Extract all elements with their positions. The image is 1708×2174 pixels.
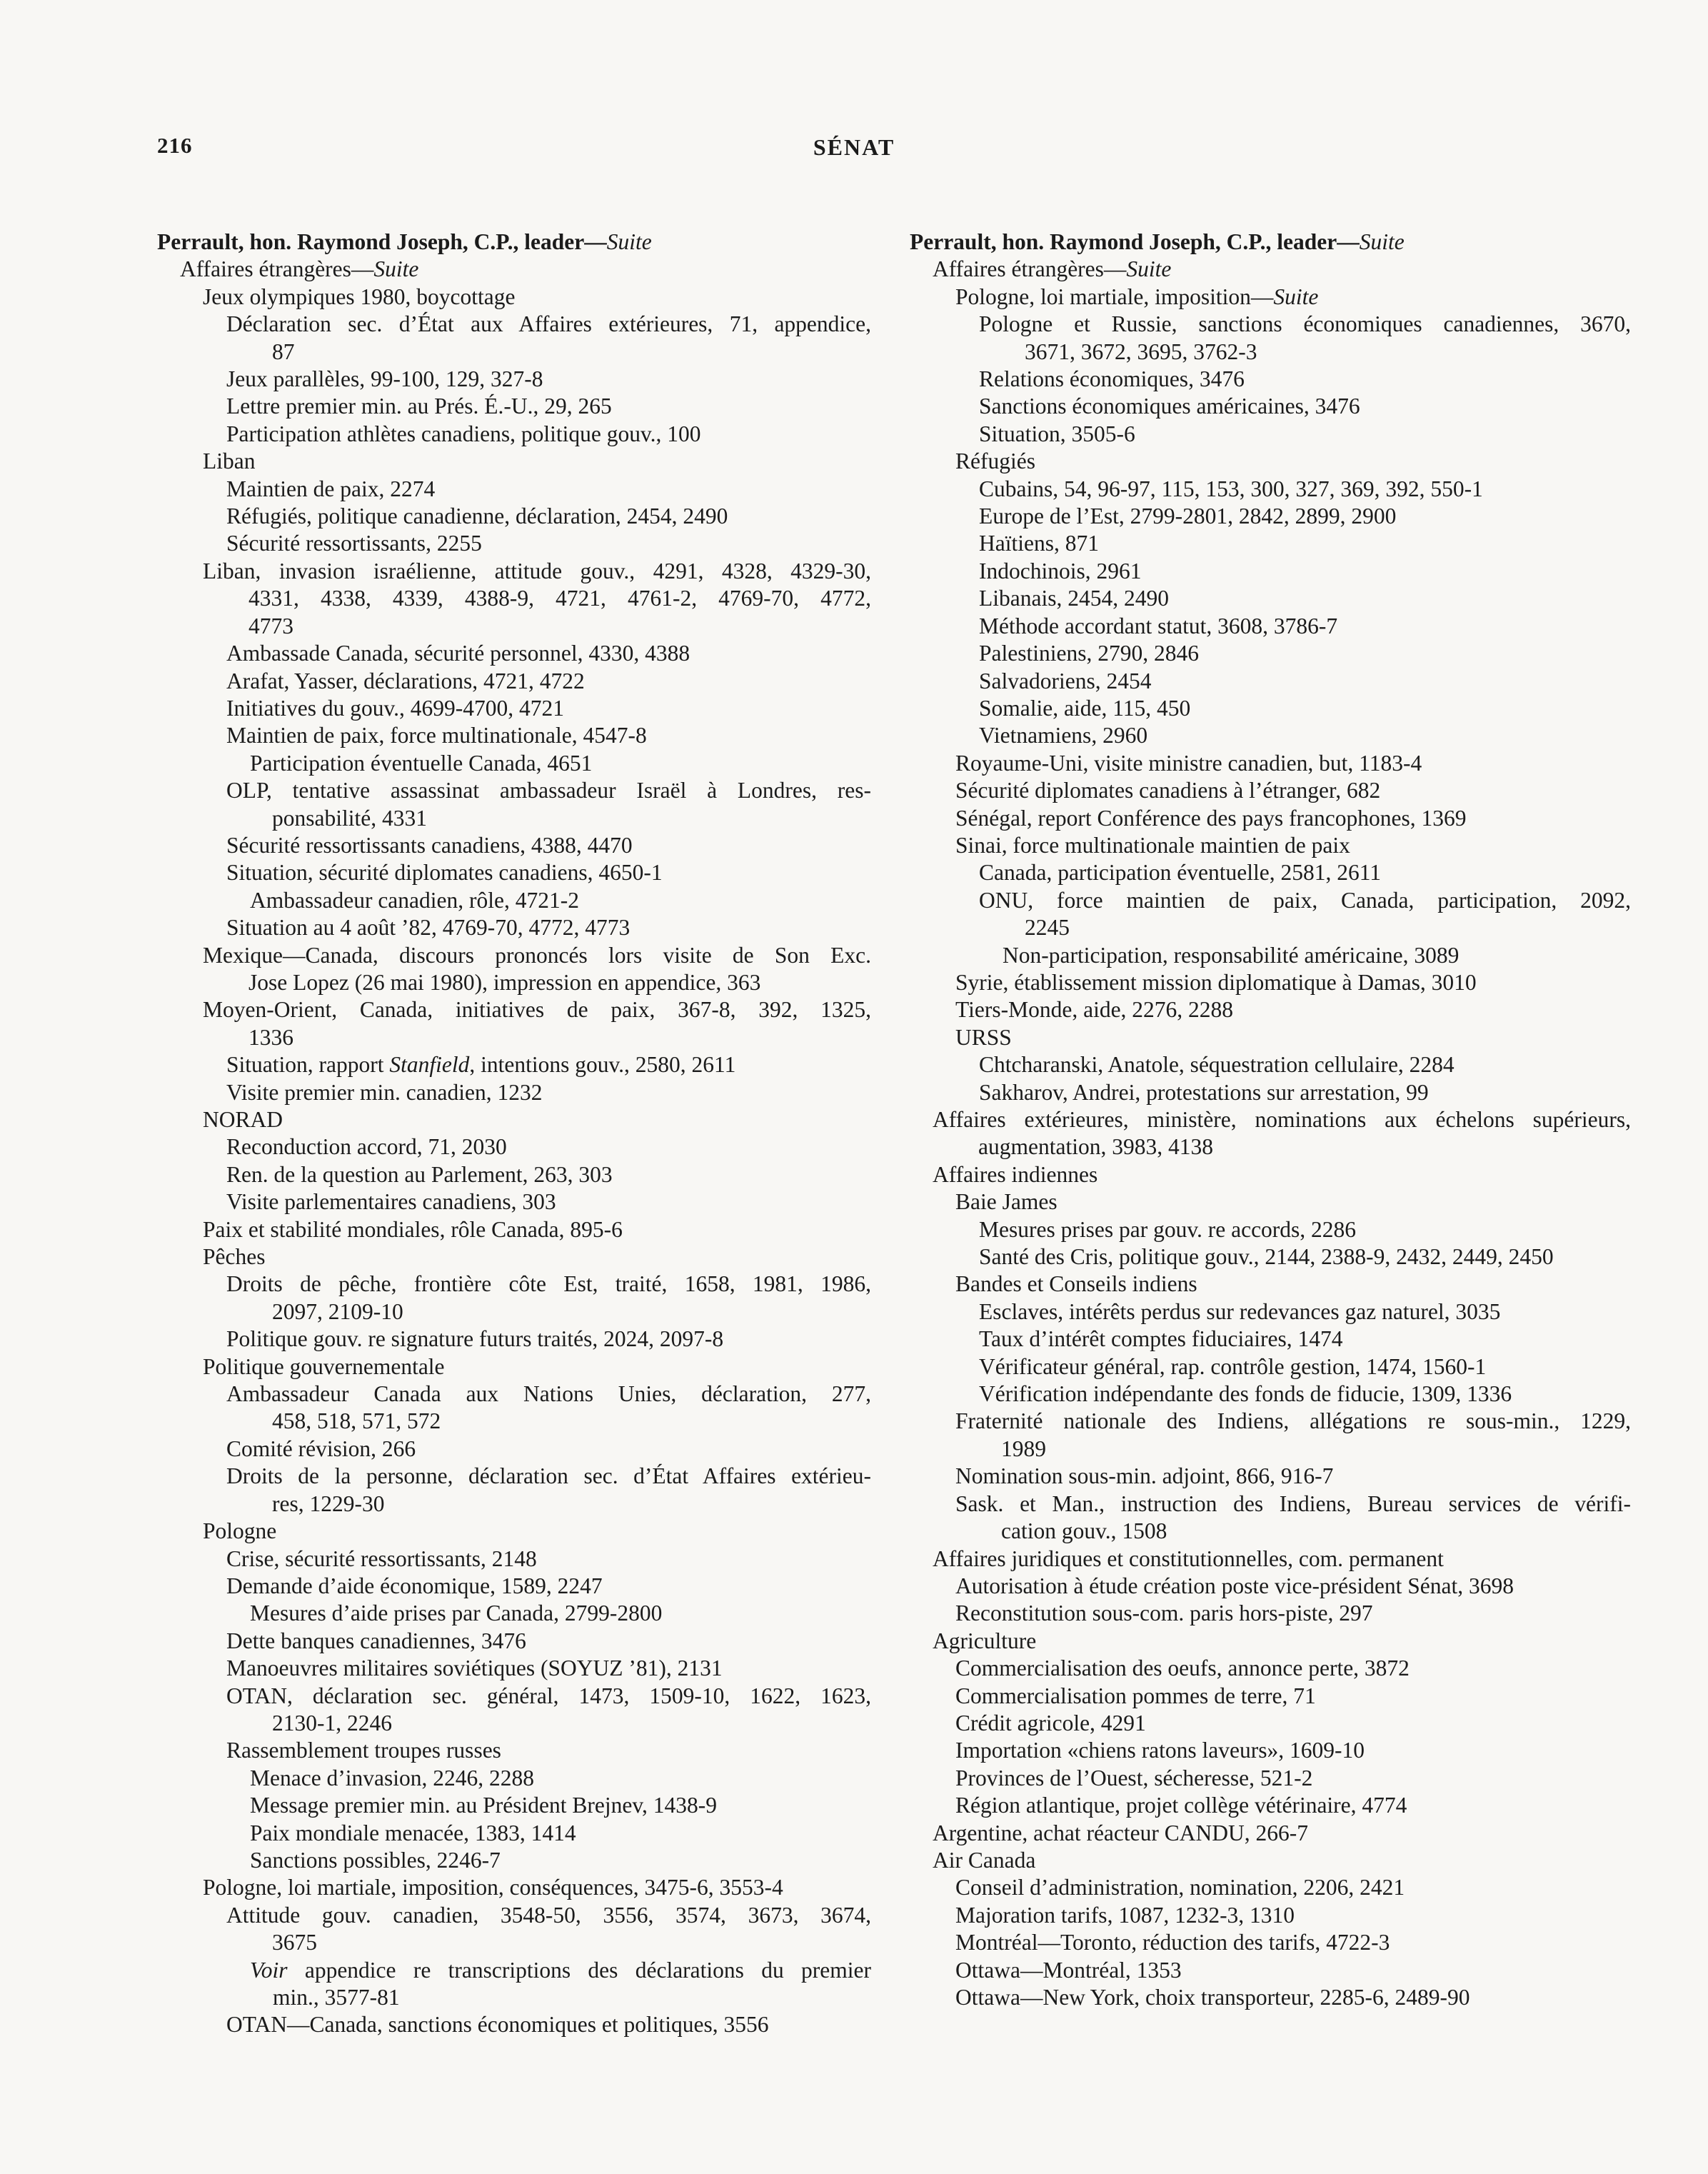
index-entry	[157, 503, 871, 530]
index-entry-text: Initiatives du gouv., 4699-4700, 4721	[226, 695, 565, 721]
index-entry-text: Droits de la personne, déclaration sec. d’État Affaires extérieu-	[226, 1463, 871, 1489]
index-entry-text: 4773	[248, 613, 293, 638]
index-entry-text: Provinces de l’Ouest, sécheresse, 521-2	[955, 1765, 1313, 1790]
index-entry-text: Nomination sous-min. adjoint, 866, 916-7	[955, 1463, 1334, 1489]
index-entry-text: Situation au 4 août ’82, 4769-70, 4772, 4773	[226, 915, 631, 941]
index-entry-text: Non-participation, responsabilité américaine, 3089	[1003, 942, 1460, 968]
index-entry-text: Pologne, loi martiale, imposition—	[955, 284, 1274, 309]
index-entry	[910, 448, 1631, 475]
index-entry-text: Menace d’invasion, 2246, 2288	[250, 1765, 535, 1790]
index-entry-text: Commercialisation pommes de terre, 71	[955, 1683, 1316, 1708]
index-entry-text: Visite parlementaires canadiens, 303	[226, 1189, 556, 1215]
index-entry	[910, 1847, 1631, 1874]
index-entry-text: Message premier min. au Président Brejnev, 1438-9	[250, 1793, 718, 1818]
index-entry	[157, 722, 871, 749]
index-entry	[157, 777, 871, 832]
index-entry-text: Ambassade Canada, sécurité personnel, 4330, 4388	[226, 641, 690, 666]
index-entry	[157, 1243, 871, 1271]
index-entry	[910, 558, 1631, 585]
index-entry-text: Jeux olympiques 1980, boycottage	[203, 284, 516, 309]
index-entry	[910, 1546, 1631, 1573]
index-entry	[910, 1381, 1631, 1408]
index-entry	[157, 859, 871, 886]
index-entry-text: 2130-1, 2246	[272, 1710, 392, 1735]
index-entry-text: Arafat, Yasser, déclarations, 4721, 4722	[226, 668, 585, 693]
index-entry-text: Jeux parallèles, 99-100, 129, 327-8	[226, 366, 543, 392]
index-entry	[157, 1683, 871, 1738]
index-entry-text: Somalie, aide, 115, 450	[979, 695, 1191, 721]
index-entry-text: Perrault, hon. Raymond Joseph, C.P., leader—	[157, 229, 607, 254]
index-entry	[157, 1600, 871, 1627]
index-entry	[157, 1271, 871, 1326]
index-entry-text: Sinai, force multinationale maintien de paix	[955, 832, 1350, 858]
index-entry-text: Affaires indiennes	[933, 1161, 1098, 1187]
index-entry	[910, 229, 1631, 256]
index-entry	[910, 1737, 1631, 1764]
index-entry-text: Visite premier min. canadien, 1232	[226, 1079, 543, 1105]
index-entry-text: Pêches	[203, 1244, 266, 1270]
index-entry	[157, 1820, 871, 1847]
index-entry	[910, 942, 1631, 969]
index-entry	[910, 1929, 1631, 1956]
index-entry-text: Participation éventuelle Canada, 4651	[250, 750, 593, 776]
index-entry-text: Suite	[1273, 284, 1319, 309]
index-entry	[910, 859, 1631, 886]
index-entry-text: Liban, invasion israélienne, attitude gouv., 4291, 4328, 4329-30,	[203, 558, 871, 583]
index-entry	[910, 1792, 1631, 1819]
index-entry-text: Bandes et Conseils indiens	[955, 1271, 1197, 1297]
index-entry-text: augmentation, 3983, 4138	[978, 1134, 1213, 1160]
index-entry-text: Europe de l’Est, 2799-2801, 2842, 2899, 2900	[979, 504, 1397, 529]
index-entry-text: Mexique—Canada, discours prononcés lors visite de Son Exc.	[203, 942, 871, 968]
index-entry	[157, 476, 871, 503]
index-entry-text: Royaume-Uni, visite ministre canadien, but, 1183-4	[955, 750, 1422, 776]
index-entry	[910, 1957, 1631, 1984]
index-entry	[910, 1243, 1631, 1271]
index-entry-text: Indochinois, 2961	[979, 558, 1142, 583]
index-entry	[910, 284, 1631, 311]
index-entry-text: 1989	[1001, 1436, 1046, 1461]
index-entry	[157, 1847, 871, 1874]
index-entry	[157, 1326, 871, 1353]
index-entry	[910, 256, 1631, 283]
index-entry	[910, 640, 1631, 667]
index-entry	[157, 1079, 871, 1106]
index-entry	[910, 1683, 1631, 1710]
index-entry	[910, 476, 1631, 503]
index-entry	[157, 640, 871, 667]
index-entry	[910, 1463, 1631, 1490]
index-entry-text: ONU, force maintien de paix, Canada, participation, 2092,	[979, 887, 1631, 913]
index-entry-text: Situation, 3505-6	[979, 421, 1135, 446]
index-entry	[157, 1216, 871, 1243]
index-entry	[910, 805, 1631, 832]
index-entry-text: Crise, sécurité ressortissants, 2148	[226, 1546, 537, 1571]
index-entry-text: Pologne, loi martiale, imposition, conséquences, 3475-6, 3553-4	[203, 1875, 783, 1900]
index-entry-text: 3675	[272, 1930, 317, 1955]
index-entry-text: OTAN—Canada, sanctions économiques et politiques, 3556	[226, 2012, 769, 2038]
index-entry	[157, 393, 871, 420]
index-entry	[157, 366, 871, 393]
index-entry-text: Santé des Cris, politique gouv., 2144, 2388-9, 2432, 2449, 2450	[979, 1244, 1554, 1270]
index-entry	[910, 421, 1631, 448]
index-entry	[157, 1133, 871, 1161]
index-entry-text: Mesures d’aide prises par Canada, 2799-2800	[250, 1601, 663, 1626]
index-entry-text: Syrie, établissement mission diplomatique à Damas, 3010	[955, 969, 1477, 995]
index-entry-text: Comité révision, 266	[226, 1436, 416, 1461]
index-entry-text: Fraternité nationale des Indiens, allégations re sous-min., 1229,	[955, 1408, 1631, 1434]
index-entry-text: Déclaration sec. d’État aux Affaires extérieures, 71, appendice,	[226, 311, 871, 337]
index-entry-text: Moyen-Orient, Canada, initiatives de paix, 367-8, 392, 1325,	[203, 997, 871, 1023]
index-entry-text: Pologne et Russie, sanctions économiques canadiennes, 3670,	[979, 311, 1631, 337]
index-entry	[157, 1655, 871, 1682]
index-entry-text: Manoeuvres militaires soviétiques (SOYUZ ’81), 2131	[226, 1655, 723, 1681]
index-entry-text: URSS	[955, 1024, 1012, 1050]
index-entry-text: Situation, sécurité diplomates canadiens, 4650-1	[226, 860, 663, 886]
index-entry-text: Canada, participation éventuelle, 2581, 2611	[979, 860, 1382, 886]
index-entry	[157, 1957, 871, 2012]
index-entry	[157, 1902, 871, 1957]
index-entry	[910, 1628, 1631, 1655]
index-entry	[910, 1188, 1631, 1216]
index-entry	[910, 750, 1631, 777]
index-entry	[910, 1326, 1631, 1353]
index-entry	[157, 1573, 871, 1600]
index-entry-text: Palestiniens, 2790, 2846	[979, 641, 1199, 666]
index-entry-text: Cubains, 54, 96-97, 115, 153, 300, 327, 369, 392, 550-1	[979, 476, 1483, 501]
index-entry	[910, 366, 1631, 393]
index-entry	[157, 421, 871, 448]
index-entry-text: Baie James	[955, 1189, 1058, 1215]
index-entry-text: Attitude gouv. canadien, 3548-50, 3556, 3574, 3673, 3674,	[226, 1902, 871, 1928]
index-entry	[910, 1710, 1631, 1737]
index-entry	[157, 668, 871, 695]
index-entry	[910, 1573, 1631, 1600]
index-entry	[157, 311, 871, 366]
index-entry-text: Rassemblement troupes russes	[226, 1738, 501, 1763]
index-entry-text: Agriculture	[933, 1628, 1037, 1653]
index-entry	[157, 1353, 871, 1381]
index-entry	[157, 558, 871, 640]
index-entry-text: Politique gouv. re signature futurs traités, 2024, 2097-8	[226, 1326, 724, 1352]
page-title: SÉNAT	[813, 134, 895, 160]
index-entry-text: Sécurité diplomates canadiens à l’étranger, 682	[955, 778, 1381, 803]
index-entry-text: Haïtiens, 871	[979, 531, 1099, 556]
index-entry-text: Chtcharanski, Anatole, séquestration cellulaire, 2284	[979, 1052, 1455, 1078]
index-entry	[157, 832, 871, 859]
index-entry	[910, 1271, 1631, 1298]
index-entry-text: Ottawa—Montréal, 1353	[955, 1957, 1182, 1983]
index-entry	[157, 1161, 871, 1188]
index-entry-text: Droits de pêche, frontière côte Est, traité, 1658, 1981, 1986,	[226, 1271, 871, 1297]
index-entry-text: Mesures prises par gouv. re accords, 2286	[979, 1216, 1357, 1242]
index-entry-text: Suite	[1126, 256, 1172, 282]
index-entry-text: Reconstitution sous-com. paris hors-piste, 297	[955, 1601, 1373, 1626]
index-entry-text: Sénégal, report Conférence des pays francophones, 1369	[955, 805, 1467, 831]
index-entry-text: Tiers-Monde, aide, 2276, 2288	[955, 997, 1234, 1023]
index-entry-text: Air Canada	[933, 1847, 1036, 1873]
index-entry-text: Affaires juridiques et constitutionnelles, com. permanent	[933, 1546, 1444, 1571]
index-entry	[157, 996, 871, 1051]
index-entry	[157, 1463, 871, 1518]
index-entry	[910, 1216, 1631, 1243]
index-entry-text: Salvadoriens, 2454	[979, 668, 1152, 693]
index-entry-text: Ottawa—New York, choix transporteur, 2285-6, 2489-90	[955, 1985, 1470, 2010]
index-column-left	[157, 229, 871, 2039]
index-entry-text: Réfugiés	[955, 449, 1035, 474]
index-entry-text: Méthode accordant statut, 3608, 3786-7	[979, 613, 1338, 638]
index-entry	[910, 1765, 1631, 1792]
index-entry-text: Stanfield	[389, 1052, 470, 1078]
index-entry	[910, 777, 1631, 804]
index-entry	[910, 996, 1631, 1023]
index-entry	[910, 1655, 1631, 1682]
index-entry	[910, 1106, 1631, 1161]
index-entry	[157, 448, 871, 475]
index-entry-text: Perrault, hon. Raymond Joseph, C.P., leader—	[910, 229, 1360, 254]
index-entry-text: , intentions gouv., 2580, 2611	[469, 1052, 736, 1078]
index-entry	[157, 750, 871, 777]
index-entry-text: 87	[272, 339, 295, 364]
index-entry	[157, 1518, 871, 1545]
index-entry-text: Sécurité ressortissants, 2255	[226, 531, 482, 556]
index-entry	[910, 695, 1631, 722]
index-entry-text: Conseil d’administration, nomination, 2206, 2421	[955, 1875, 1405, 1900]
index-entry	[157, 1737, 871, 1764]
index-entry-text: Vérificateur général, rap. contrôle gestion, 1474, 1560-1	[979, 1353, 1487, 1379]
index-entry	[910, 393, 1631, 420]
index-entry	[910, 1874, 1631, 1901]
index-entry-text: Argentine, achat réacteur CANDU, 266-7	[933, 1820, 1308, 1845]
index-entry	[910, 1161, 1631, 1188]
index-entry-text: 3671, 3672, 3695, 3762-3	[1025, 339, 1257, 364]
index-entry-text: Lettre premier min. au Prés. É.-U., 29, 265	[226, 394, 612, 419]
index-entry	[157, 1436, 871, 1463]
index-entry	[910, 1051, 1631, 1078]
index-entry-text: Suite	[373, 256, 419, 282]
index-entry-text: Dette banques canadiennes, 3476	[226, 1628, 526, 1653]
index-entry-text: Importation «chiens ratons laveurs», 1609-10	[955, 1738, 1365, 1763]
index-entry-text: Politique gouvernementale	[203, 1353, 445, 1379]
index-entry-text: 458, 518, 571, 572	[272, 1408, 441, 1434]
index-entry-text: Affaires extérieures, ministère, nominations aux échelons supérieurs,	[933, 1107, 1631, 1132]
index-entry	[910, 1491, 1631, 1546]
index-entry	[157, 1188, 871, 1216]
index-entry	[910, 1079, 1631, 1106]
index-entry-text: 4331, 4338, 4339, 4388-9, 4721, 4761-2, 4769-70, 4772,	[248, 586, 871, 611]
index-entry-text: Maintien de paix, force multinationale, 4547-8	[226, 723, 647, 748]
index-entry-text: Sask. et Man., instruction des Indiens, Bureau services de vérifi-	[955, 1491, 1631, 1516]
index-entry-text: Esclaves, intérêts perdus sur redevances gaz naturel, 3035	[979, 1298, 1501, 1324]
index-entry-text: Affaires étrangères—	[933, 256, 1127, 282]
index-entry-text: Ambassadeur canadien, rôle, 4721-2	[250, 887, 579, 913]
index-entry-text: 1336	[248, 1024, 293, 1050]
index-entry-text: OTAN, déclaration sec. général, 1473, 1509-10, 1622, 1623,	[226, 1683, 871, 1708]
index-entry-text: Taux d’intérêt comptes fiduciaires, 1474	[979, 1326, 1343, 1352]
index-entry-text: Sakharov, Andrei, protestations sur arrestation, 99	[979, 1079, 1429, 1105]
index-entry-text: Jose Lopez (26 mai 1980), impression en appendice, 363	[248, 969, 761, 995]
index-entry	[910, 503, 1631, 530]
index-entry	[157, 695, 871, 722]
index-entry-text: Sanctions économiques américaines, 3476	[979, 394, 1360, 419]
index-entry-text: Ren. de la question au Parlement, 263, 303	[226, 1161, 613, 1187]
index-entry	[910, 311, 1631, 366]
index-column-right	[910, 229, 1631, 2011]
index-entry-text: Montréal—Toronto, réduction des tarifs, 4722-3	[955, 1930, 1390, 1955]
index-entry	[157, 1106, 871, 1133]
index-entry	[910, 1600, 1631, 1627]
index-entry-text: Libanais, 2454, 2490	[979, 586, 1169, 611]
index-entry-text: 2245	[1025, 915, 1070, 941]
index-entry-text: Vietnamiens, 2960	[979, 723, 1148, 748]
index-entry	[157, 1546, 871, 1573]
index-entry-text: res, 1229-30	[272, 1491, 385, 1516]
index-entry-text: Région atlantique, projet collège vétérinaire, 4774	[955, 1793, 1407, 1818]
index-entry	[157, 1792, 871, 1819]
page-number: 216	[157, 133, 193, 158]
index-entry-text: Reconduction accord, 71, 2030	[226, 1134, 507, 1160]
index-entry-text: Situation, rapport	[226, 1052, 390, 1078]
index-entry-text: Demande d’aide économique, 1589, 2247	[226, 1573, 603, 1598]
index-entry	[910, 530, 1631, 557]
index-entry-text: Vérification indépendante des fonds de fiducie, 1309, 1336	[979, 1381, 1512, 1407]
index-entry-text: Réfugiés, politique canadienne, déclaration, 2454, 2490	[226, 504, 728, 529]
index-entry-text: Majoration tarifs, 1087, 1232-3, 1310	[955, 1902, 1295, 1928]
index-entry	[157, 284, 871, 311]
index-entry-text: appendice re transcriptions des déclarations du premier	[287, 1957, 871, 1983]
index-entry	[157, 2011, 871, 2038]
index-entry	[157, 1381, 871, 1436]
index-entry	[157, 887, 871, 914]
index-entry-text: Sanctions possibles, 2246-7	[250, 1847, 501, 1873]
index-entry	[157, 942, 871, 997]
index-entry	[157, 1765, 871, 1792]
index-entry	[910, 832, 1631, 859]
index-entry-text: 2097, 2109-10	[272, 1298, 403, 1324]
index-entry	[910, 887, 1631, 942]
index-entry-text: Sécurité ressortissants canadiens, 4388, 4470	[226, 832, 633, 858]
index-entry-text: Relations économiques, 3476	[979, 366, 1245, 392]
index-entry	[157, 530, 871, 557]
index-entry-text: Participation athlètes canadiens, politique gouv., 100	[226, 421, 701, 446]
index-entry	[910, 1353, 1631, 1381]
index-entry-text: Crédit agricole, 4291	[955, 1710, 1146, 1735]
index-entry	[157, 1051, 871, 1078]
index-entry	[910, 1408, 1631, 1463]
index-entry-text: Paix mondiale menacée, 1383, 1414	[250, 1820, 576, 1845]
index-entry-text: ponsabilité, 4331	[272, 805, 427, 831]
index-entry-text: Liban	[203, 449, 256, 474]
index-entry-text: Pologne	[203, 1518, 277, 1544]
index-entry-text: Commercialisation des oeufs, annonce perte, 3872	[955, 1655, 1410, 1681]
index-entry	[157, 256, 871, 283]
index-entry-text: cation gouv., 1508	[1001, 1518, 1167, 1544]
index-entry-text: Voir	[250, 1957, 288, 1983]
index-entry	[910, 1902, 1631, 1929]
index-entry	[910, 1984, 1631, 2011]
index-entry-text: Suite	[1359, 229, 1405, 254]
index-entry	[910, 1298, 1631, 1326]
index-entry	[910, 613, 1631, 640]
index-entry	[157, 229, 871, 256]
index-entry-text: OLP, tentative assassinat ambassadeur Israël à Londres, res-	[226, 778, 871, 803]
index-entry-text: min., 3577-81	[273, 1985, 400, 2010]
index-entry-text: Suite	[606, 229, 652, 254]
index-entry	[157, 1628, 871, 1655]
index-entry	[910, 969, 1631, 996]
index-entry-text: Ambassadeur Canada aux Nations Unies, déclaration, 277,	[226, 1381, 871, 1407]
index-entry	[910, 585, 1631, 612]
index-entry	[910, 1024, 1631, 1051]
index-entry-text: Paix et stabilité mondiales, rôle Canada, 895-6	[203, 1216, 623, 1242]
index-entry	[910, 1820, 1631, 1847]
index-entry	[910, 668, 1631, 695]
index-entry	[157, 914, 871, 941]
index-entry-text: Autorisation à étude création poste vice-président Sénat, 3698	[955, 1573, 1514, 1598]
index-entry	[910, 722, 1631, 749]
index-entry	[157, 1874, 871, 1901]
index-entry-text: NORAD	[203, 1107, 283, 1132]
index-entry-text: Maintien de paix, 2274	[226, 476, 436, 501]
index-entry-text: Affaires étrangères—	[180, 256, 374, 282]
